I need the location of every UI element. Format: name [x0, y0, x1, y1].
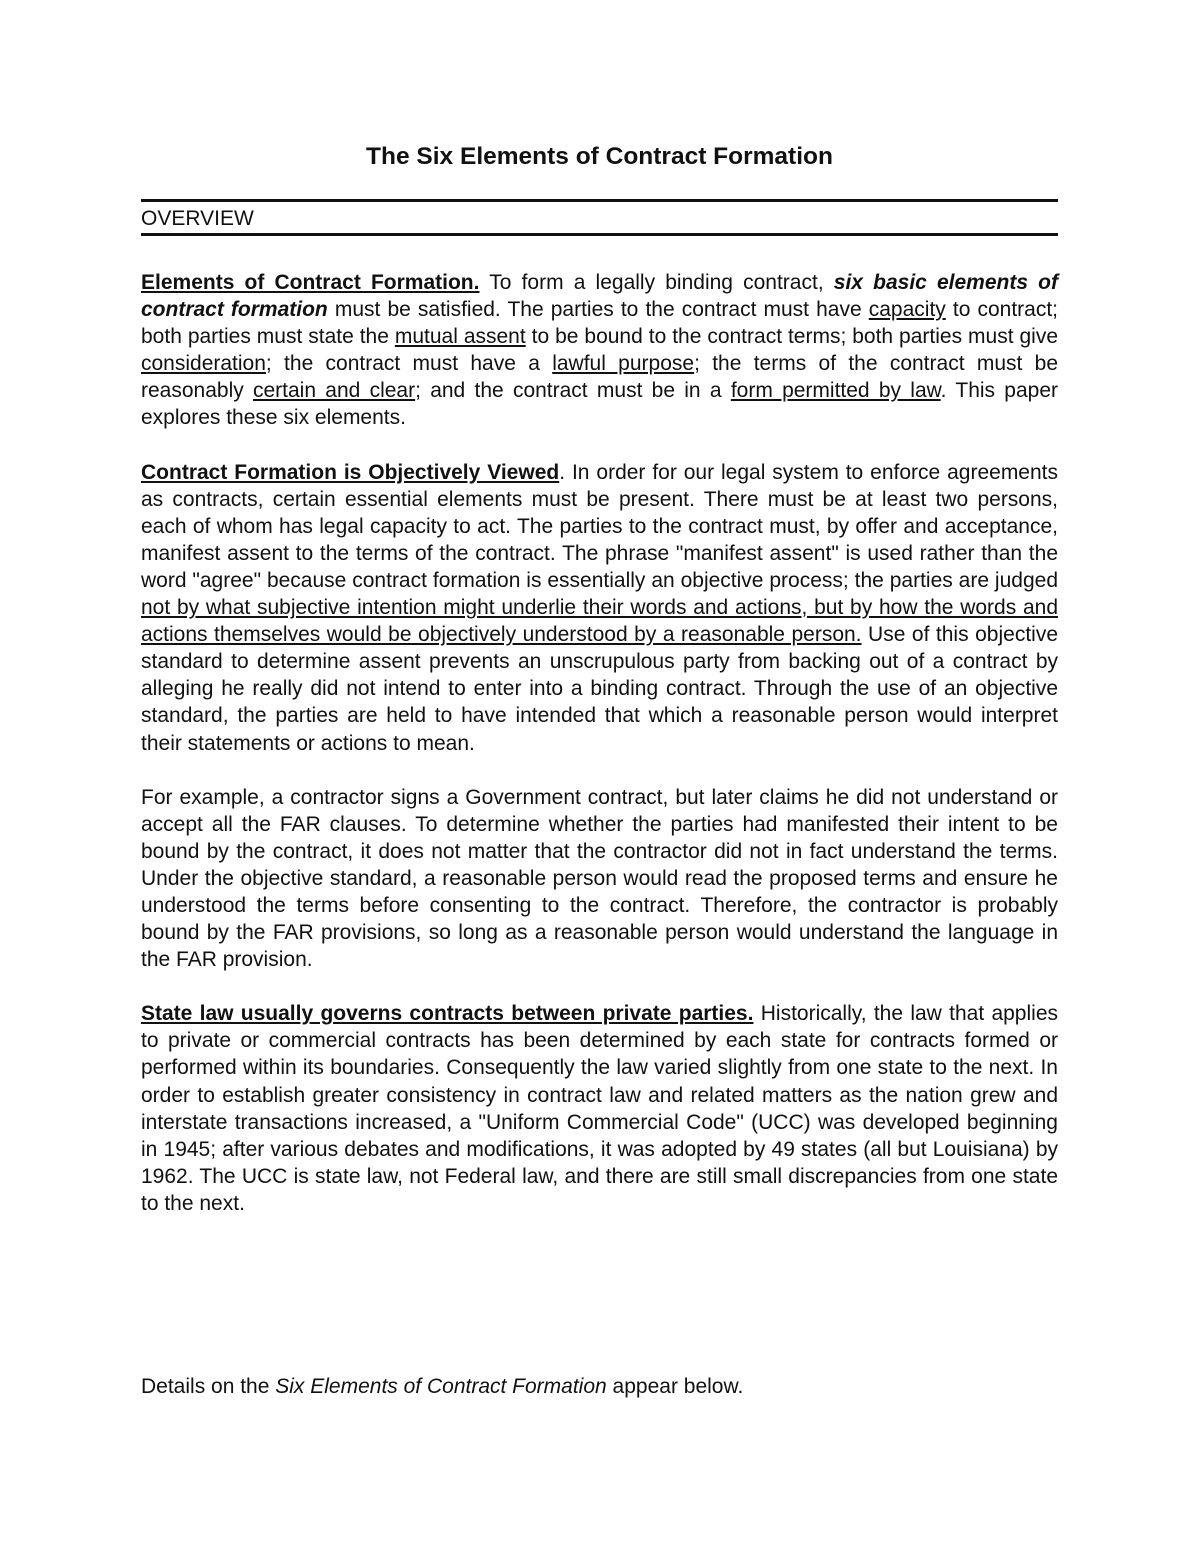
- underlined-term-consideration: consideration: [141, 352, 266, 376]
- italic-title-reference: Six Elements of Contract Formation: [275, 1375, 607, 1398]
- text-run: must be satisfied. The parties to the contract must have: [327, 298, 869, 322]
- paragraph-heading: State law usually governs contracts between private parties.: [141, 1002, 754, 1026]
- text-run: ; the terms of the contract must be reasonably: [141, 352, 1058, 403]
- text-run: . In order for our legal system to enforce agreements as contracts, certain essential elements must be present. There must be at least two persons, each of whom has legal capacity to act. The parties to the contract must, by offer and acceptance, manifest assent to the terms of the contract. The phrase "manifest assent" is used rather than the word "agree" because contract formation is essentially an objective process; the parties are judged: [141, 460, 1059, 592]
- text-run: To form a legally binding contract,: [479, 271, 834, 294]
- underlined-term-form-permitted-by-law: form permitted by law: [730, 379, 941, 403]
- underlined-passage: not by what subjective intention might underlie their words and actions, but by how the words and actions themselves would be objectively understood by a reasonable person.: [141, 596, 1058, 647]
- underlined-term-mutual-assent: mutual assent: [394, 325, 526, 349]
- section-heading-overview: OVERVIEW: [141, 207, 254, 230]
- document-body: [141, 269, 1058, 1244]
- text-run: to contract; both parties must state the: [141, 298, 1058, 349]
- underlined-term-capacity: capacity: [868, 298, 946, 322]
- paragraph-state-law: [141, 1000, 1058, 1217]
- emphasis-text: six basic elements of contract formation: [141, 271, 1058, 322]
- text-run: ; the contract must have a: [265, 352, 553, 376]
- top-rule: [141, 199, 1058, 202]
- closing-line: [141, 1373, 743, 1400]
- paragraph-heading: Contract Formation is Objectively Viewed: [141, 460, 560, 484]
- underlined-term-lawful-purpose: lawful purpose: [552, 352, 695, 376]
- text-run: appear below.: [606, 1375, 744, 1398]
- text-run: Historically, the law that applies to private or commercial contracts has been determined by each state for contracts formed or performed within its boundaries. Consequently the law varied slightly from one state to the next. In order to establish greater consistency in contract law and related matters as the nation grew and interstate transactions increased, a "Uniform Commercial Code" (UCC) was developed beginning in 1945; after various debates and modifications, it was adopted by 49 states (all but Louisiana) by 1962. The UCC is state law, not Federal law, and there are still small discrepancies from one state to the next.: [141, 1002, 1058, 1215]
- text-run: to be bound to the contract terms; both parties must give: [525, 325, 1058, 349]
- paragraph-example: For example, a contractor signs a Government contract, but later claims he did not understand or accept all the FAR clauses. To determine whether the parties had manifested their intent to be bound by the contract, it does not matter that the contractor did not in fact understand the terms. Under the objective standard, a reasonable person would read the proposed terms and ensure he understood the terms before consenting to the contract. Therefore, the contractor is probably bound by the FAR provisions, so long as a reasonable person would understand the language in the FAR provision.: [141, 785, 1058, 972]
- paragraph-elements-of-contract-formation: [141, 269, 1058, 432]
- bottom-rule: [141, 233, 1058, 236]
- text-run: Use of this objective standard to determine assent prevents an unscrupulous party from backing out of a contract by alleging he really did not intend to enter into a binding contract. Through the use of an objective standard, the parties are held to have intended that which a reasonable person would interpret their statements or actions to mean.: [141, 623, 1058, 755]
- document-title: The Six Elements of Contract Formation: [366, 143, 833, 170]
- paragraph-heading: Elements of Contract Formation.: [141, 271, 480, 294]
- text-run: Details on the: [141, 1375, 276, 1398]
- text-run: ; and the contract must be in a: [415, 379, 731, 403]
- paragraph-objectively-viewed: [141, 459, 1058, 757]
- text-run: . This paper explores these six elements.: [141, 379, 1059, 430]
- underlined-term-certain-and-clear: certain and clear: [253, 379, 416, 403]
